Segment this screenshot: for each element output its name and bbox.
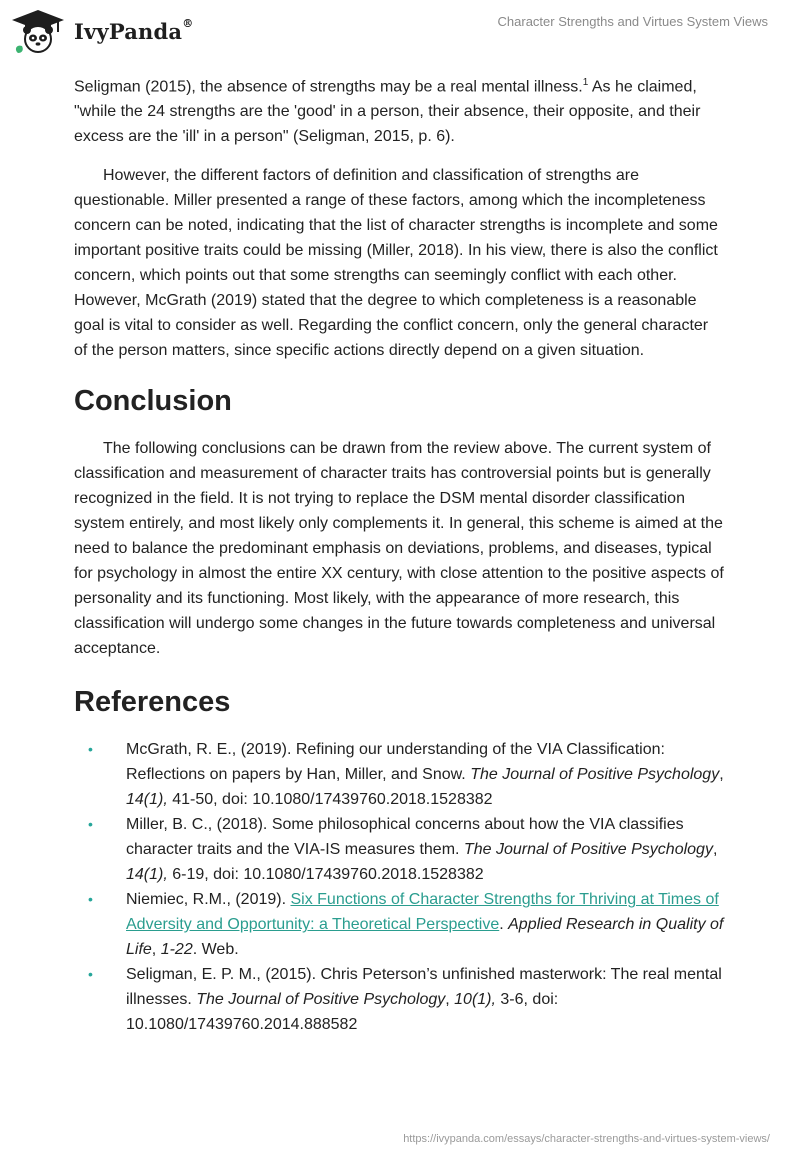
bullet-icon: • [88,891,93,908]
reference-link-niemiec[interactable]: Six Functions of Character Strengths for Thriving at Times of Adversity and Opportunity: a Theoretical Perspective [126,891,719,934]
paragraph-seligman: Seligman (2015), the absence of strengths may be a real mental illness.$^1$ As he claimed, "while the 24 strengths are the 'good' in a person, their absence, their opposite, and their excess are the 'ill' in a person" (Seligman, 2015, p. 6). [74,77,701,146]
conclusion-heading: Conclusion [74,385,232,418]
bullet-icon: • [88,966,93,983]
references-list [74,737,724,1037]
reference-item: • Miller, B. C., (2018). Some philosophical concerns about how the VIA classifies character traits and the VIA-IS measures them. The Journal of Positive Psychology, 14(1), 6-19, doi: 10.1080/17439760.2018.1528382 [74,812,724,887]
bullet-icon: • [88,741,93,758]
paragraph-factors: However, the different factors of definition and classification of strengths are questionable. Miller presented a range of these factors, among which the incompleteness concern can be noted, indicating that the list of character strengths is incomplete and some important positive traits could be missing (Miller, 2018). In his view, there is also the conflict concern, which points out that some strengths can seemingly conflict with each other. However, McGrath (2019) stated that the degree to which completeness is a reasonable goal is vital to consider as well. Regarding the conflict concern, only the general character of the person matters, since specific actions directly depend on a given situation. [74,167,718,360]
paragraph-conclusion: The following conclusions can be drawn from the review above. The current system of classification and measurement of character traits has controversial points but is generally recognized in the field. It is not trying to replace the DSM mental disorder classification system entirely, and most likely only complements it. In general, this scheme is aimed at the need to balance the predominant emphasis on deviations, problems, and diseases, typical for psychology in almost the entire XX century, with close attention to the positive aspects of personality and its functioning. Most likely, with the appearance of more research, this classification will undergo some changes in the future towards completeness and universal acceptance. [74,440,724,658]
references-heading: References [74,686,231,719]
footer-url[interactable]: https://ivypanda.com/essays/character-strengths-and-virtues-system-views/ [403,1133,770,1145]
brand-name: IvyPanda® [74,16,194,44]
ivypanda-logo[interactable] [10,8,193,54]
reference-item: • Niemiec, R.M., (2019). Six Functions of Character Strengths for Thriving at Times of Adversity and Opportunity: a Theoretical Perspective. Applied Research in Quality of Life, 1-22. Web. [74,887,724,962]
panda-graduation-icon [10,8,66,54]
essay-body [74,70,724,1037]
page-header [0,0,800,62]
bullet-icon: • [88,816,93,833]
footnote-marker[interactable]: 1 [582,77,589,88]
reference-item: • McGrath, R. E., (2019). Refining our understanding of the VIA Classification: Reflections on papers by Han, Miller, and Snow. The Journal of Positive Psychology, 14(1), 41-50, doi: 10.1080/17439760.2018.1528382 [74,737,724,812]
reference-item: • Seligman, E. P. M., (2015). Chris Peterson’s unfinished masterwork: The real mental illnesses. The Journal of Positive Psychology, 10(1), 3-6, doi: 10.1080/17439760.2014.888582 [74,962,724,1037]
document-title: Character Strengths and Virtues System Views [497,14,768,29]
